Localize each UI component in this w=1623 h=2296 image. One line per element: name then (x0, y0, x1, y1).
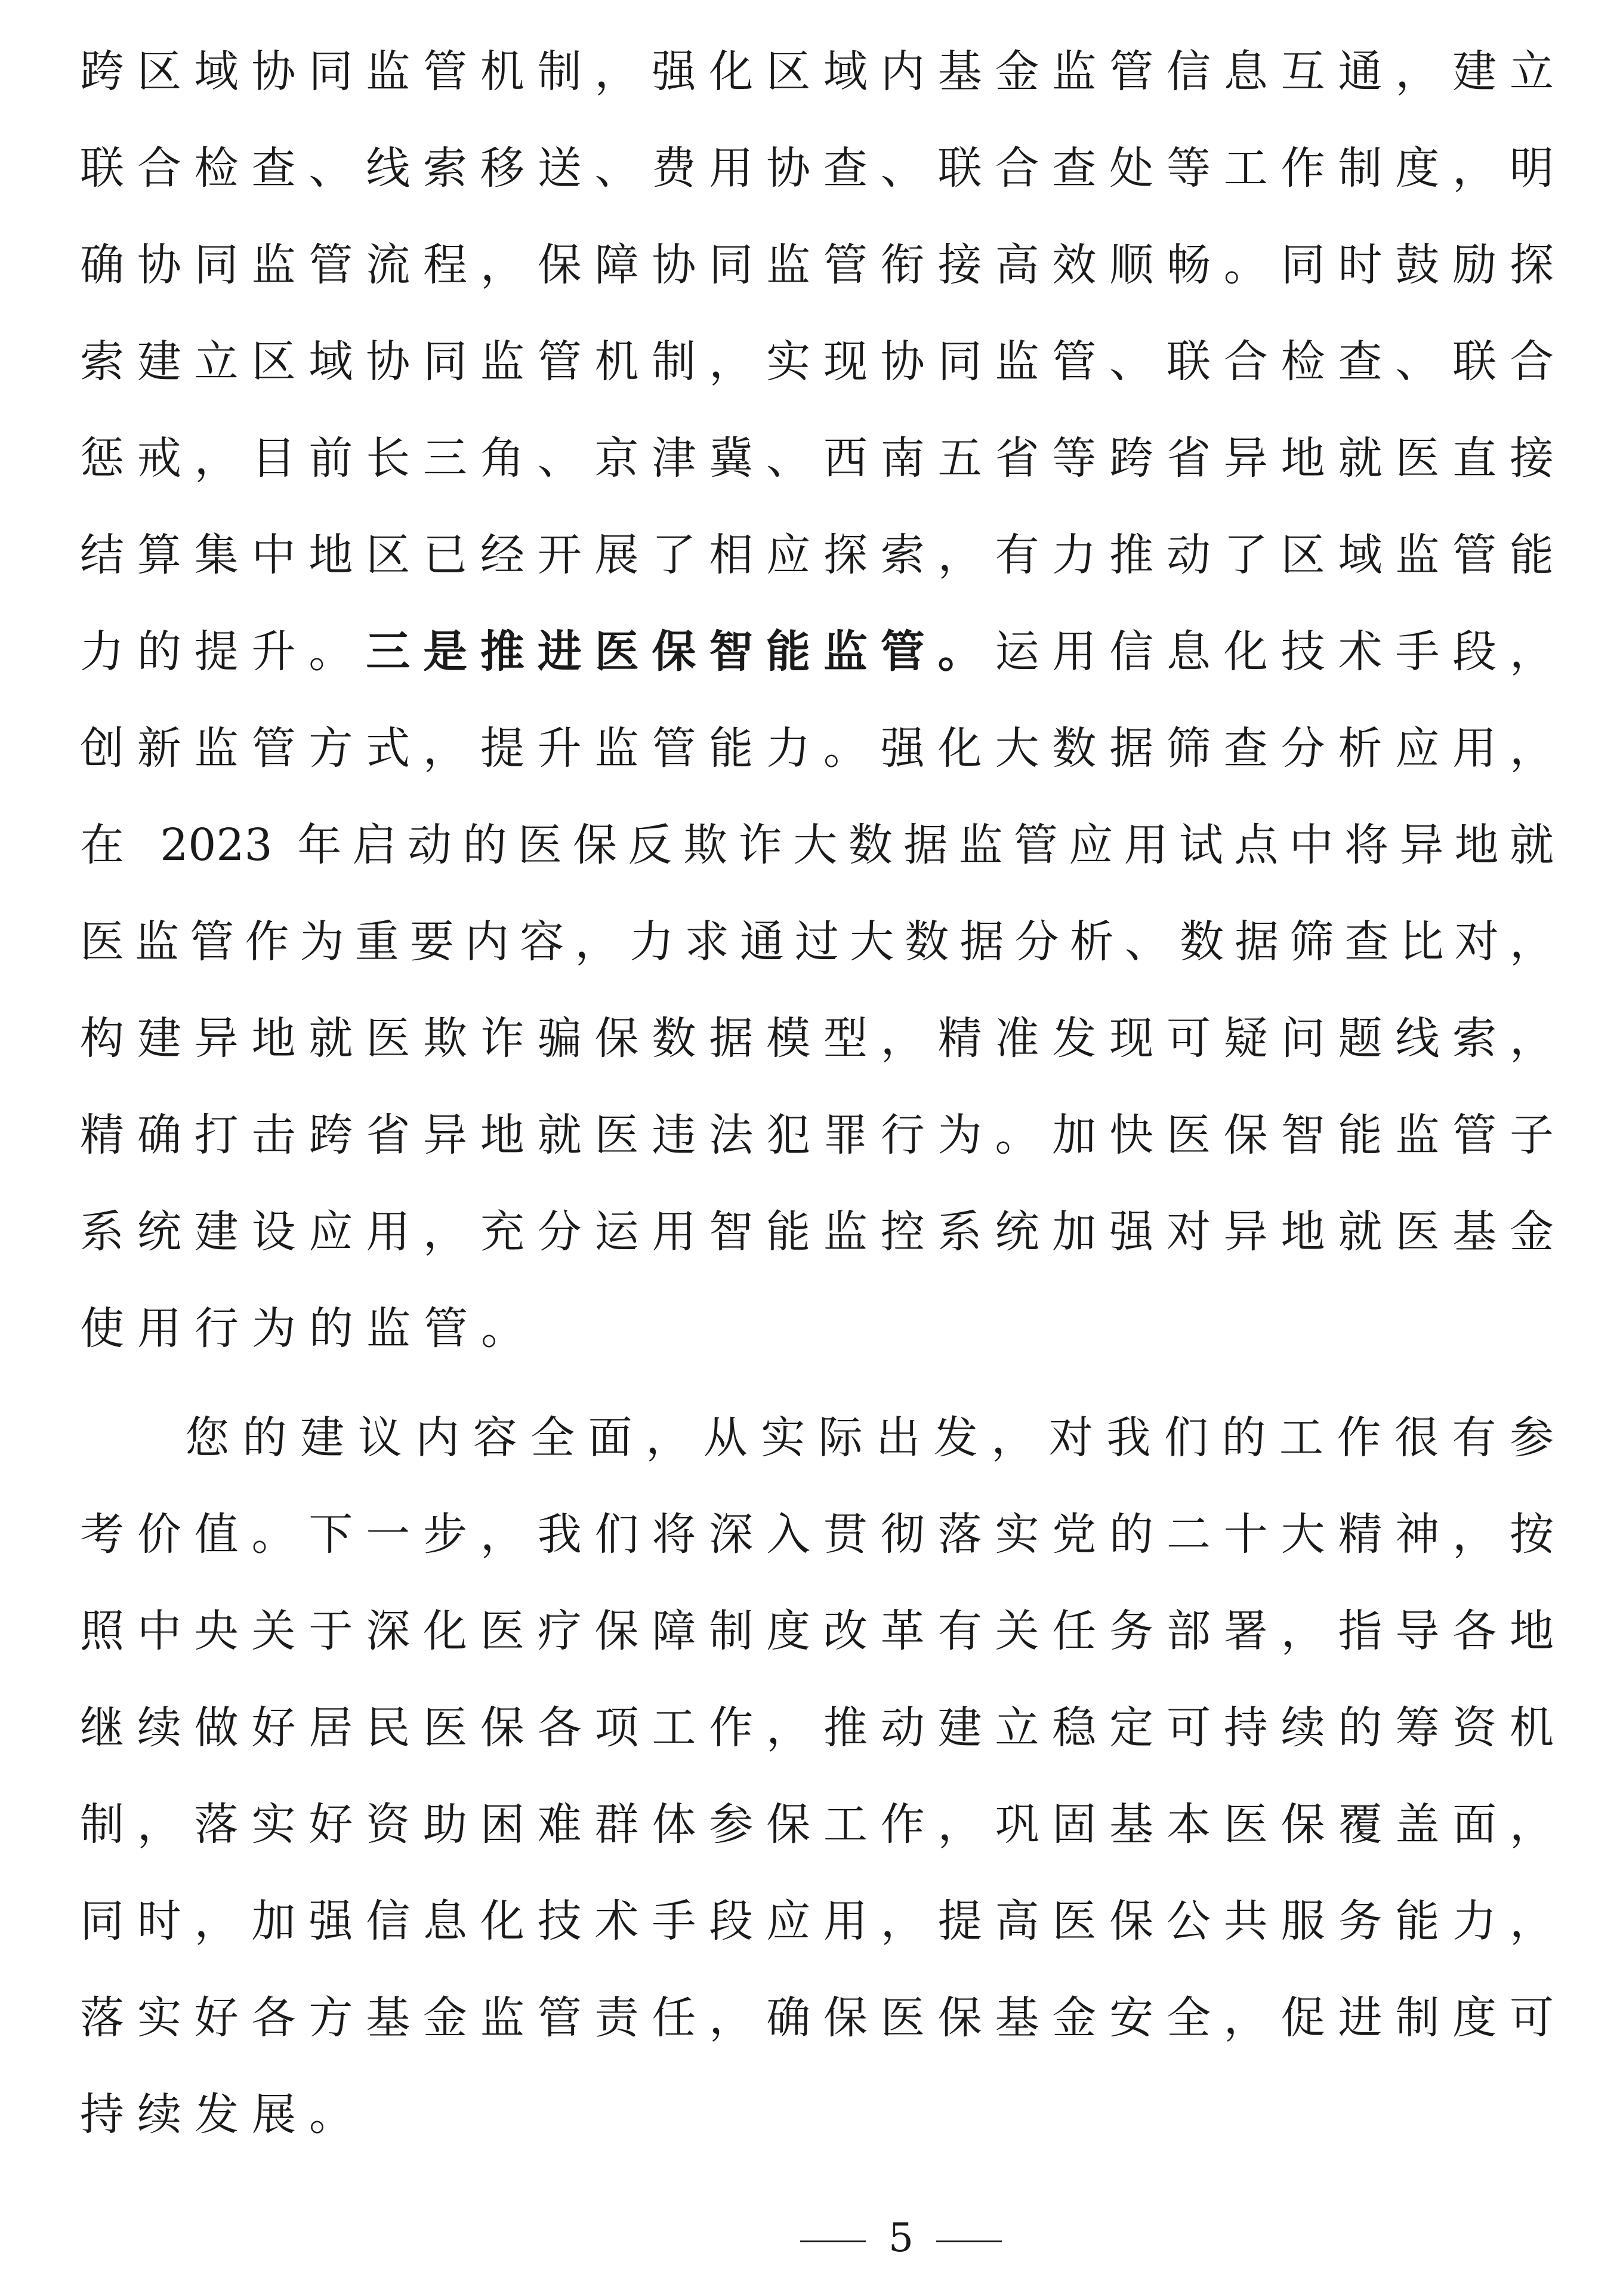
text-line: 创新监管方式，提升监管能力。强化大数据筛查分析应用， (80, 723, 1554, 774)
text-line: 索建立区域协同监管机制，实现协同监管、联合检查、联合 (80, 336, 1554, 387)
text-line: 您的建议内容全面，从实际出发，对我们的工作很有参 (185, 1412, 1554, 1463)
text-line: 继续做好居民医保各项工作，推动建立稳定可持续的筹资机 (80, 1702, 1554, 1753)
dash-right (936, 2240, 1002, 2242)
text-line: 构建异地就医欺诈骗保数据模型，精准发现可疑问题线索， (80, 1013, 1554, 1064)
text-line: 制，落实好资助困难群体参保工作，巩固基本医保覆盖面， (80, 1799, 1554, 1850)
text-run: 力的提升。 (80, 626, 366, 677)
text-line: 跨区域协同监管机制，强化区域内基金监管信息互通，建立 (80, 46, 1554, 97)
text-line: 落实好各方基金监管责任，确保医保基金安全，促进制度可 (80, 1992, 1554, 2044)
text-line: 医监管作为重要内容，力求通过大数据分析、数据筛查比对， (80, 916, 1554, 967)
text-line: 惩戒，目前长三角、京津冀、西南五省等跨省异地就医直接 (80, 433, 1554, 484)
text-line: 使用行为的监管。 (80, 1303, 538, 1354)
text-line: 同时，加强信息化技术手段应用，提高医保公共服务能力， (80, 1896, 1554, 1947)
text-line: 考价值。下一步，我们将深入贯彻落实党的二十大精神，按 (80, 1509, 1554, 1560)
page-number-value: 5 (888, 2215, 914, 2261)
bold-heading-run: 三是推进医保智能监管。 (366, 626, 995, 677)
text-line: 确协同监管流程，保障协同监管衔接高效顺畅。同时鼓励探 (80, 239, 1554, 291)
text-line: 精确打击跨省异地就医违法犯罪行为。加快医保智能监管子 (80, 1110, 1554, 1161)
text-line: 在 2023 年启动的医保反欺诈大数据监管应用试点中将异地就 (80, 819, 1554, 871)
dash-left (800, 2240, 866, 2242)
text-run: 运用信息化技术手段， (995, 626, 1554, 677)
text-line-with-bold (80, 616, 1554, 688)
text-line: 联合检查、线索移送、费用协查、联合查处等工作制度，明 (80, 143, 1554, 194)
text-line: 持续发展。 (80, 2089, 366, 2140)
text-line: 系统建设应用，充分运用智能监控系统加强对异地就医基金 (80, 1206, 1554, 1258)
page-number (0, 2211, 1623, 2265)
text-line: 结算集中地区已经开展了相应探索，有力推动了区域监管能 (80, 529, 1554, 581)
text-line: 照中央关于深化医疗保障制度改革有关任务部署，指导各地 (80, 1605, 1554, 1657)
